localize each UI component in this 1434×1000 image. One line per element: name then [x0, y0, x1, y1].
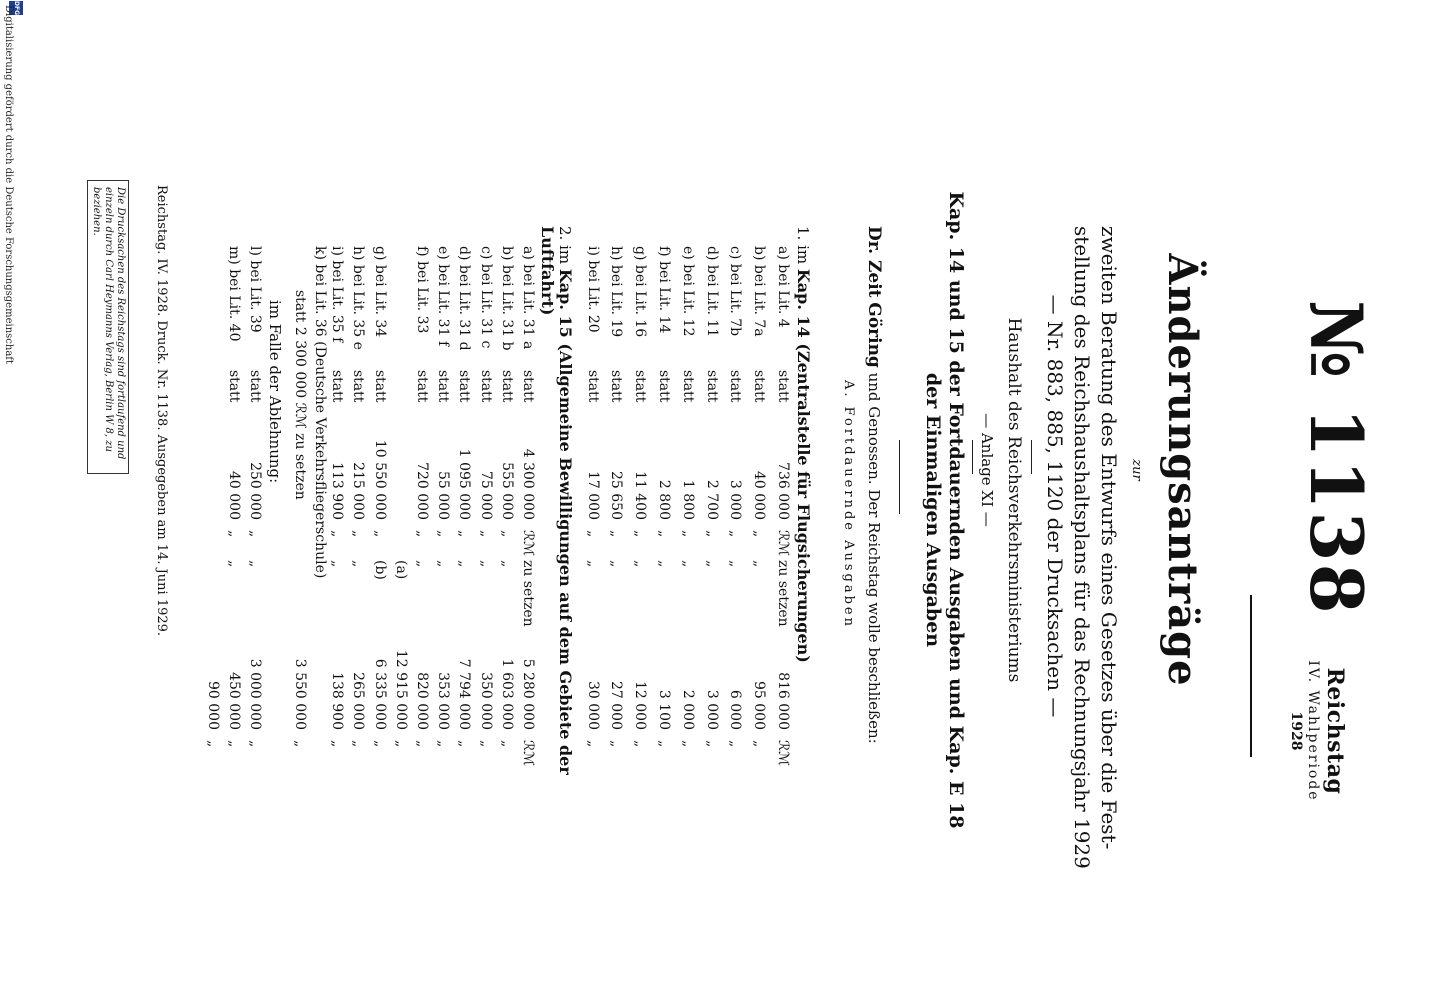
- row-unit: ℛℳ: [775, 530, 791, 557]
- row-mark: „: [679, 560, 696, 568]
- row-new-amount: 12 915 000: [392, 649, 409, 730]
- row-mark: (a): [392, 560, 409, 580]
- row-mark: „: [477, 560, 494, 568]
- row-unit: „: [371, 530, 388, 538]
- row-unit2: „: [632, 740, 649, 748]
- row-unit: „: [477, 530, 494, 538]
- row-label: d) bei Lit. 11: [703, 246, 720, 338]
- row-old-amount: 75 000: [477, 471, 494, 520]
- table-row: [327, 0, 346, 1000]
- row-old-amount: 4 300 000: [520, 448, 536, 520]
- row-statt: statt: [226, 370, 242, 403]
- row-mark: „: [751, 560, 768, 568]
- row-unit2: „: [584, 740, 601, 748]
- row-label: e) bei Lit. 12: [679, 246, 696, 337]
- table-row: [518, 0, 537, 1000]
- row-unit2: „: [205, 740, 221, 748]
- row-new-amount: 138 900: [329, 672, 346, 730]
- row-mark: „: [350, 560, 367, 568]
- row-mark: „: [656, 560, 672, 568]
- row-statt: statt: [632, 370, 649, 403]
- row-statt: statt: [584, 370, 601, 403]
- row-mark: „: [498, 560, 515, 568]
- row-label: h) bei Lit. 35 e: [350, 246, 367, 350]
- row-mark: „: [727, 560, 744, 568]
- header-rule: [1250, 595, 1252, 757]
- distribution-note: Die Drucksachen des Reichstags sind fortlaufend und einzeln durch Carl Heymanns Verlag, Berlin W 8, zu beziehen.: [87, 180, 129, 474]
- row-unit: „: [435, 530, 452, 538]
- row-unit2: „: [656, 740, 672, 748]
- row-new-amount: 820 000: [414, 672, 430, 730]
- table-row: [606, 0, 625, 1000]
- row-unit2: „: [371, 740, 388, 748]
- kap15-k-new: 3 550 000: [292, 658, 308, 730]
- row-mark: zu setzen: [775, 560, 791, 627]
- row-unit2: „: [679, 740, 696, 748]
- row-mark: „: [456, 560, 473, 568]
- kap15-heading: [538, 226, 574, 826]
- row-new-amount: 12 000: [632, 681, 649, 730]
- row-mark: „: [414, 560, 430, 568]
- table-row: [725, 0, 744, 1000]
- row-new-amount: 265 000: [350, 672, 367, 730]
- table-row: [630, 0, 649, 1000]
- row-new-amount: 6 000: [727, 689, 744, 730]
- row-unit: „: [350, 530, 367, 538]
- divider-rule: [899, 440, 900, 514]
- intro-line: zweiten Beratung des Entwurfs eines Gesetzes über die Fest-: [1097, 226, 1121, 850]
- document-title: Änderungsanträge: [1159, 253, 1206, 687]
- row-mark: „: [584, 560, 601, 568]
- row-label: l) bei Lit. 39: [247, 246, 263, 333]
- signatories-rest: und Genossen. Der Reichstag wolle beschließen:: [865, 372, 883, 744]
- row-statt: statt: [247, 370, 263, 403]
- row-old-amount: 250 000: [247, 462, 263, 520]
- row-statt: statt: [414, 370, 430, 403]
- table-row: [454, 0, 473, 1000]
- row-new-amount: 90 000: [205, 681, 221, 730]
- row-statt: statt: [520, 370, 536, 403]
- kap15-k-unit: „: [292, 740, 308, 748]
- row-mark: „: [435, 560, 452, 568]
- haushalt-heading: Haushalt des Reichsverkehrsministeriums: [1004, 317, 1024, 683]
- row-new-amount: 816 000: [775, 672, 791, 730]
- row-unit2: „: [751, 740, 768, 748]
- row-label: c) bei Lit. 31 c: [477, 246, 494, 349]
- row-unit: „: [608, 530, 625, 538]
- row-mark: „: [247, 560, 263, 568]
- row-mark: (b): [371, 560, 388, 580]
- row-unit2: „: [350, 740, 367, 748]
- dfg-logo-icon: DFG: [9, 1, 23, 15]
- row-unit: „: [247, 530, 263, 538]
- row-label: f) bei Lit. 33: [414, 246, 430, 334]
- table-row: [476, 0, 495, 1000]
- row-new-amount: 350 000: [477, 672, 494, 730]
- row-unit: ℛℳ: [520, 530, 536, 557]
- row-old-amount: 1 800: [679, 479, 696, 520]
- row-new-amount: 27 000: [608, 681, 625, 730]
- row-mark: „: [632, 560, 649, 568]
- row-unit2: ℛℳ: [775, 740, 791, 767]
- row-new-amount: 5 280 000: [520, 658, 536, 730]
- anlage-label: — Anlage XI —: [978, 413, 996, 527]
- row-old-amount: 2 700: [703, 479, 720, 520]
- row-unit: „: [414, 530, 430, 538]
- row-label: b) bei Lit. 7a: [751, 246, 768, 337]
- row-unit2: „: [477, 740, 494, 748]
- row-unit: „: [751, 530, 768, 538]
- row-label: b) bei Lit. 31 b: [498, 246, 515, 351]
- row-unit2: „: [247, 740, 263, 748]
- kap15-k-detail: statt 2 300 000 ℛℳ zu setzen: [292, 290, 308, 500]
- row-unit2: „: [456, 740, 473, 748]
- table-row: [773, 0, 792, 1000]
- table-row: [497, 0, 516, 1000]
- row-unit2: „: [226, 740, 242, 748]
- ablehnung-line: im Falle der Ablehnung:: [266, 300, 284, 484]
- row-new-amount: 3 000 000: [247, 658, 263, 730]
- row-label: f) bei Lit. 14: [656, 246, 672, 334]
- row-label: i) bei Lit. 20: [584, 246, 601, 333]
- row-unit: „: [679, 530, 696, 538]
- row-unit: „: [498, 530, 515, 538]
- table-row: [433, 0, 452, 1000]
- intro-line: stellung des Reichshaushaltsplans für das Rechnungsjahr 1929: [1070, 226, 1094, 869]
- row-new-amount: 7 794 000: [456, 658, 473, 730]
- row-new-amount: 450 000: [226, 672, 242, 730]
- row-old-amount: 215 000: [350, 462, 367, 520]
- row-unit2: „: [727, 740, 744, 748]
- divider-rule: [1031, 440, 1032, 474]
- row-statt: statt: [679, 370, 696, 403]
- row-old-amount: 1 095 000: [456, 448, 473, 520]
- intro-line: — Nr. 883, 885, 1120 der Drucksachen —: [1043, 294, 1067, 718]
- table-row: [224, 0, 243, 1000]
- row-new-amount: 2 000: [679, 689, 696, 730]
- row-unit: „: [656, 530, 672, 538]
- signatory-name: Dr. Zeit: [864, 226, 884, 298]
- row-statt: statt: [477, 370, 494, 403]
- row-new-amount: 353 000: [435, 672, 452, 730]
- row-statt: statt: [498, 370, 515, 403]
- row-label: e) bei Lit. 31 f: [435, 246, 452, 347]
- table-row: [203, 0, 222, 1000]
- row-label: i) bei Lit. 35 f: [329, 246, 346, 343]
- table-row: [702, 0, 721, 1000]
- footer-line: Reichstag. IV. 1928. Druck. Nr. 1138. Ausgegeben am 14. Juni 1929.: [154, 185, 169, 637]
- row-unit: „: [226, 530, 242, 538]
- row-mark: zu setzen: [520, 560, 536, 627]
- kap15-prefix: 2. im: [556, 226, 574, 265]
- kap14-heading: [794, 226, 813, 663]
- document-number: № 1138: [1294, 300, 1379, 616]
- row-old-amount: 11 400: [632, 471, 649, 520]
- kapitel-title: Kap. 14 und 15 der Fortdauernden Ausgaben und Kap. E 18 der Einmaligen Ausgaben: [922, 191, 967, 829]
- row-unit2: ℛℳ: [520, 740, 536, 767]
- row-unit: „: [329, 530, 346, 538]
- row-new-amount: 1 603 000: [498, 658, 515, 730]
- row-label: g) bei Lit. 34: [371, 246, 388, 338]
- row-label: a) bei Lit. 4: [775, 246, 791, 328]
- row-new-amount: 3 000: [703, 689, 720, 730]
- row-unit2: „: [329, 740, 346, 748]
- header-year: 1928: [1288, 711, 1304, 751]
- table-row: [749, 0, 768, 1000]
- row-unit2: „: [498, 740, 515, 748]
- kap15-title: Kap. 15 (Allgemeine Bewilligungen auf dem Gebiete der Luftfahrt): [538, 226, 575, 775]
- kap15-k-line: k) bei Lit. 36 (Deutsche Verkehrsfliegerschule): [312, 246, 328, 579]
- row-unit2: „: [392, 740, 409, 748]
- table-row: [391, 0, 410, 1000]
- row-unit: „: [727, 530, 744, 538]
- row-new-amount: 30 000: [584, 681, 601, 730]
- row-statt: statt: [775, 370, 791, 403]
- row-old-amount: 555 000: [498, 462, 515, 520]
- row-label: h) bei Lit. 19: [608, 246, 625, 338]
- row-old-amount: 113 900: [329, 462, 346, 520]
- zur-label: zur: [1129, 459, 1144, 481]
- row-label: m) bei Lit. 40: [226, 246, 242, 342]
- row-unit2: „: [703, 740, 720, 748]
- row-old-amount: 720 000: [414, 462, 430, 520]
- reichstag-label: Reichstag: [1322, 667, 1348, 795]
- kap14-prefix: 1. im: [794, 226, 812, 265]
- row-statt: statt: [350, 370, 367, 403]
- row-old-amount: 10 550 000: [371, 439, 388, 520]
- row-label: g) bei Lit. 16: [632, 246, 649, 338]
- row-unit: „: [456, 530, 473, 538]
- row-statt: statt: [435, 370, 452, 403]
- row-unit: „: [703, 530, 720, 538]
- signatory-name: Göring: [864, 302, 884, 368]
- row-statt: statt: [608, 370, 625, 403]
- row-old-amount: 2 800: [656, 479, 672, 520]
- row-mark: „: [703, 560, 720, 568]
- row-mark: „: [608, 560, 625, 568]
- row-statt: statt: [656, 370, 672, 403]
- row-old-amount: 3 000: [727, 479, 744, 520]
- row-label: a) bei Lit. 31 a: [520, 246, 536, 350]
- table-row: [654, 0, 673, 1000]
- row-old-amount: 736 000: [775, 462, 791, 520]
- row-statt: statt: [371, 370, 388, 403]
- row-new-amount: 6 335 000: [371, 658, 388, 730]
- row-statt: statt: [727, 370, 744, 403]
- row-label: d) bei Lit. 31 d: [456, 246, 473, 351]
- section-a-heading: A. Fortdauernde Ausgaben: [841, 380, 856, 629]
- row-old-amount: 40 000: [751, 471, 768, 520]
- intro-paragraph: [1041, 226, 1122, 869]
- row-statt: statt: [329, 370, 346, 403]
- table-row: [678, 0, 697, 1000]
- row-old-amount: 40 000: [226, 471, 242, 520]
- row-statt: statt: [456, 370, 473, 403]
- row-new-amount: 3 100: [656, 689, 672, 730]
- wahlperiode-label: IV. Wahlperiode: [1305, 660, 1321, 802]
- row-new-amount: 95 000: [751, 681, 768, 730]
- row-old-amount: 25 650: [608, 471, 625, 520]
- row-unit: „: [584, 530, 601, 538]
- row-old-amount: 55 000: [435, 471, 452, 520]
- row-statt: statt: [703, 370, 720, 403]
- row-mark: „: [329, 560, 346, 568]
- table-row: [583, 0, 602, 1000]
- kap14-title: Kap. 14 (Zentralstelle für Flugsicherungen): [794, 268, 813, 663]
- divider-rule: [972, 440, 973, 474]
- row-unit2: „: [414, 740, 430, 748]
- row-old-amount: 17 000: [584, 471, 601, 520]
- row-unit2: „: [435, 740, 452, 748]
- table-row: [370, 0, 389, 1000]
- signatories-line: [864, 226, 884, 786]
- table-row: [245, 0, 264, 1000]
- table-row: [412, 0, 431, 1000]
- row-label: c) bei Lit. 7b: [727, 246, 744, 337]
- table-row: [348, 0, 367, 1000]
- row-statt: statt: [751, 370, 768, 403]
- row-mark: „: [226, 560, 242, 568]
- reichstag-header: [1288, 656, 1348, 806]
- row-unit: „: [632, 530, 649, 538]
- row-unit2: „: [608, 740, 625, 748]
- dfg-note: Digitalisierung gefördert durch die Deutsche Forschungsgemeinschaft: [3, 5, 14, 364]
